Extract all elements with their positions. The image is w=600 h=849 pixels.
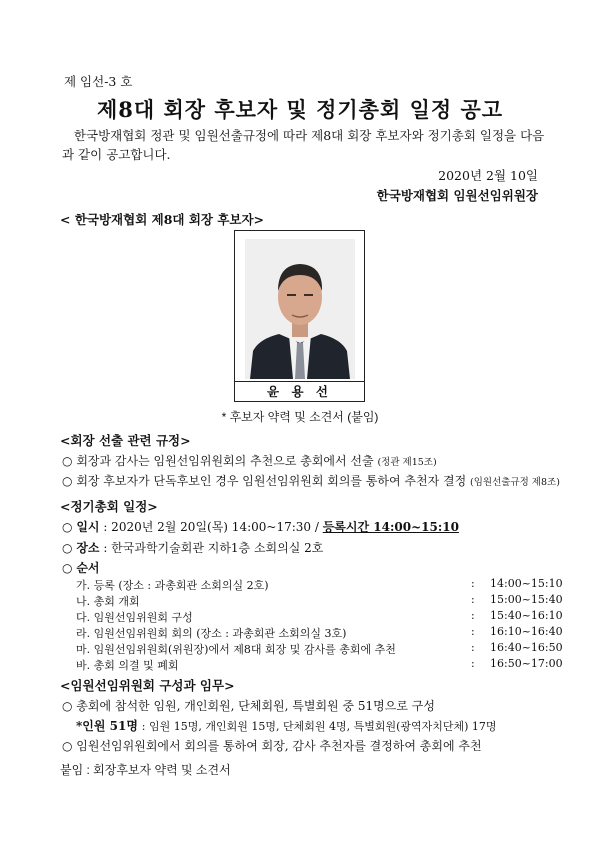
datetime-bullet: ○ xyxy=(62,520,73,534)
schedule-time: 16:40~16:50 xyxy=(490,641,563,654)
rule-item-1 xyxy=(62,452,437,469)
schedule-time: 15:00~15:40 xyxy=(490,593,563,606)
place-value: : 한국과학기술회관 지하1층 소회의실 2호 xyxy=(103,541,324,555)
place-bullet: ○ xyxy=(62,541,73,555)
meeting-place xyxy=(62,539,323,556)
schedule-colon: : xyxy=(471,625,475,638)
schedule-row xyxy=(76,577,563,592)
schedule-item: 바. 총회 의결 및 폐회 xyxy=(76,659,179,672)
members-label: *인원 51명 xyxy=(76,719,138,733)
committee-item-1: ○ 총회에 참석한 임원, 개인회원, 단체회원, 특별회원 중 51명으로 구성 xyxy=(62,699,435,713)
candidate-name: 윤 용 선 xyxy=(235,381,364,401)
schedule-item: 가. 등록 (장소 : 과총회관 소회의실 2호) xyxy=(76,579,269,592)
meeting-heading: <정기총회 일정> xyxy=(60,499,158,514)
rule-item-2 xyxy=(62,472,560,489)
schedule-colon: : xyxy=(471,577,475,590)
committee-members xyxy=(76,717,497,734)
meeting-datetime xyxy=(62,518,459,535)
committee-item-2: ○ 임원선임위원회에서 회의를 통하여 회장, 감사 추천자를 결정하여 총회에 추천 xyxy=(62,739,482,753)
schedule-row xyxy=(76,625,563,640)
schedule-item: 나. 총회 개회 xyxy=(76,595,140,608)
rules-heading: <회장 선출 관련 규정> xyxy=(60,433,191,448)
schedule-colon: : xyxy=(471,641,475,654)
rule-bullet: ○ xyxy=(62,474,73,488)
committee-heading: <임원선임위원회 구성과 임무> xyxy=(60,678,235,693)
rule-text: 회장과 감사는 임원선임위원회의 추천으로 총회에서 선출 xyxy=(76,454,374,468)
document-number: 제 임선-3 호 xyxy=(64,74,133,89)
datetime-label: 일시 xyxy=(76,520,100,534)
members-detail: : 임원 15명, 개인회원 15명, 단체회원 4명, 특별회원(광역자치단체) 17명 xyxy=(141,720,497,733)
schedule-row xyxy=(76,657,563,672)
rule-ref: (임원선출규정 제8조) xyxy=(470,477,560,488)
candidate-photo xyxy=(245,239,355,379)
schedule-time: 16:10~16:40 xyxy=(490,625,563,638)
order-label: 순서 xyxy=(76,561,100,575)
schedule-item: 다. 임원선임위원회 구성 xyxy=(76,611,193,624)
datetime-value: : 2020년 2월 20일(목) 14:00~17:30 / xyxy=(103,520,319,534)
schedule-item: 라. 임원선임위원회 회의 (장소 : 과총회관 소회의실 3호) xyxy=(76,627,347,640)
announcement-date: 2020년 2월 10일 xyxy=(438,168,538,183)
schedule-row xyxy=(76,641,563,656)
person-portrait-icon xyxy=(245,239,355,379)
candidate-note: * 후보자 약력 및 소견서 (붙임) xyxy=(221,410,379,424)
schedule-colon: : xyxy=(471,609,475,622)
registration-time: 등록시간 14:00~15:10 xyxy=(322,520,459,534)
attachment-note: 붙임 : 회장후보자 약력 및 소견서 xyxy=(60,763,231,777)
schedule-row xyxy=(76,593,563,608)
meeting-order xyxy=(62,559,100,576)
schedule-item: 마. 임원선임위원회(위원장)에서 제8대 회장 및 감사를 총회에 추천 xyxy=(76,643,396,656)
rule-bullet: ○ xyxy=(62,454,73,468)
schedule-time: 16:50~17:00 xyxy=(490,657,563,670)
intro-text: 한국방재협회 정관 및 임원선출규정에 따라 제8대 회장 후보자와 정기총회 일정을 다음과 같이 공고합니다. xyxy=(62,128,545,162)
intro-paragraph xyxy=(62,126,552,164)
page-title: 제8대 회장 후보자 및 정기총회 일정 공고 xyxy=(96,97,504,122)
schedule-row xyxy=(76,609,563,624)
rule-text: 회장 후보자가 단독후보인 경우 임원선임위원회 회의를 통하여 추천자 결정 xyxy=(76,474,467,488)
schedule-colon: : xyxy=(471,657,475,670)
rule-ref: (정관 제15조) xyxy=(377,457,437,468)
place-label: 장소 xyxy=(76,541,100,555)
schedule-time: 15:40~16:10 xyxy=(490,609,563,622)
candidate-heading: < 한국방재협회 제8대 회장 후보자> xyxy=(60,212,265,227)
candidate-photo-frame xyxy=(234,230,365,402)
issuer: 한국방재협회 임원선임위원장 xyxy=(376,188,538,203)
schedule-colon: : xyxy=(471,593,475,606)
schedule-time: 14:00~15:10 xyxy=(490,577,563,590)
order-bullet: ○ xyxy=(62,561,73,575)
